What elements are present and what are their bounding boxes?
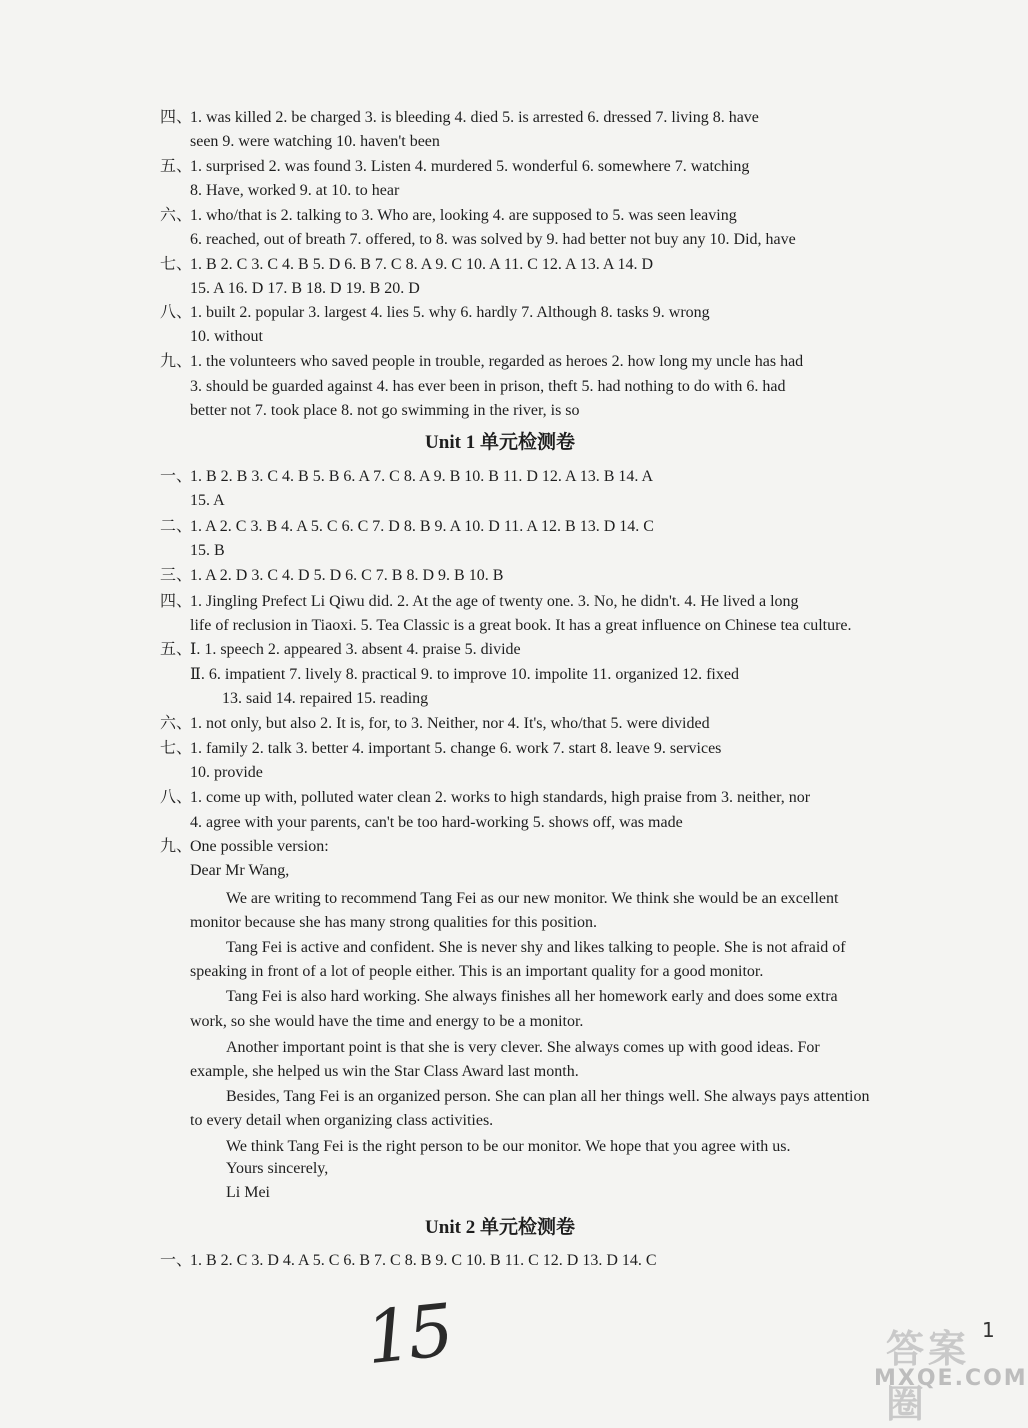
answer-text: 1. who/that is 2. talking to 3. Who are, looking 4. are supposed to 5. was seen leaving [190, 207, 737, 224]
question-label: 九、 [160, 353, 193, 370]
answer-text: 1. Jingling Prefect Li Qiwu did. 2. At the age of twenty one. 3. No, he didn't. 4. He lived a long [190, 593, 799, 610]
answer-text: 1. family 2. talk 3. better 4. important 5. change 6. work 7. start 8. leave 9. services [190, 740, 722, 757]
answer-text: 1. B 2. C 3. C 4. B 5. D 6. B 7. C 8. A 9. C 10. A 11. C 12. A 13. A 14. D [190, 256, 654, 273]
essay-text: monitor because she has many strong qualities for this position. [190, 914, 598, 931]
essay-text: Tang Fei is also hard working. She always finishes all her homework early and does some extra [226, 988, 838, 1005]
unit2-title: Unit 2 单元检测卷 [425, 1217, 575, 1238]
question-label: 一、 [160, 1252, 193, 1269]
essay-text: work, so she would have the time and energy to be a monitor. [190, 1013, 584, 1030]
question-label: 八、 [160, 304, 193, 321]
answer-text: 10. provide [190, 764, 263, 781]
essay-closing: Yours sincerely, [226, 1160, 329, 1177]
answer-text: 1. built 2. popular 3. largest 4. lies 5. why 6. hardly 7. Although 8. tasks 9. wrong [190, 304, 710, 321]
essay-intro: One possible version: [190, 838, 329, 855]
answer-text: better not 7. took place 8. not go swimming in the river, is so [190, 402, 580, 419]
answer-text: 1. B 2. C 3. D 4. A 5. C 6. B 7. C 8. B 9. C 10. B 11. C 12. D 13. D 14. C [190, 1252, 657, 1269]
answer-text: 1. surprised 2. was found 3. Listen 4. murdered 5. wonderful 6. somewhere 7. watching [190, 158, 750, 175]
answer-text: 15. A [190, 492, 225, 509]
answer-text: 4. agree with your parents, can't be too hard-working 5. shows off, was made [190, 814, 683, 831]
answer-text: 1. come up with, polluted water clean 2. works to high standards, high praise from 3. neither, nor [190, 789, 811, 806]
question-label: 三、 [160, 567, 193, 584]
corner-page-number: 1 [982, 1318, 995, 1342]
question-label: 四、 [160, 109, 193, 126]
question-label: 五、 [160, 158, 193, 175]
answer-text: 1. A 2. C 3. B 4. A 5. C 6. C 7. D 8. B 9. A 10. D 11. A 12. B 13. D 14. C [190, 518, 654, 535]
question-label: 八、 [160, 789, 193, 806]
answer-text: seen 9. were watching 10. haven't been [190, 133, 440, 150]
answer-text: 13. said 14. repaired 15. reading [222, 690, 429, 707]
answer-text: 1. not only, but also 2. It is, for, to 3. Neither, nor 4. It's, who/that 5. were divided [190, 715, 710, 732]
essay-text: Another important point is that she is very clever. She always comes up with good ideas. For [226, 1039, 820, 1056]
watermark-logo [866, 1318, 1028, 1426]
answer-text: 8. Have, worked 9. at 10. to hear [190, 182, 400, 199]
essay-text: to every detail when organizing class activities. [190, 1112, 494, 1129]
answer-text: Ⅰ. 1. speech 2. appeared 3. absent 4. praise 5. divide [190, 641, 521, 658]
answer-text: 15. B [190, 542, 225, 559]
answer-text: 1. B 2. B 3. C 4. B 5. B 6. A 7. C 8. A 9. B 10. B 11. D 12. A 13. B 14. A [190, 468, 654, 485]
answer-text: Ⅱ. 6. impatient 7. lively 8. practical 9. to improve 10. impolite 11. organized 12. fixed [190, 666, 739, 683]
answer-text: 1. A 2. D 3. C 4. D 5. D 6. C 7. B 8. D 9. B 10. B [190, 567, 504, 584]
answer-text: 3. should be guarded against 4. has ever been in prison, theft 5. had nothing to do with 6. had [190, 378, 786, 395]
question-label: 二、 [160, 518, 193, 535]
question-label: 七、 [160, 256, 193, 273]
question-label: 六、 [160, 207, 193, 224]
unit1-title: Unit 1 单元检测卷 [425, 432, 575, 453]
answer-text: 6. reached, out of breath 7. offered, to 8. was solved by 9. had better not buy any 10. Did, have [190, 231, 796, 248]
essay-signature: Li Mei [226, 1184, 270, 1201]
answer-text: 15. A 16. D 17. B 18. D 19. B 20. D [190, 280, 420, 297]
answer-text: life of reclusion in Tiaoxi. 5. Tea Classic is a great book. It has a great influence on Chinese tea culture. [190, 617, 852, 634]
question-label: 七、 [160, 740, 193, 757]
essay-salutation: Dear Mr Wang, [190, 862, 290, 879]
question-label: 一、 [160, 468, 193, 485]
essay-text: Besides, Tang Fei is an organized person. She can plan all her things well. She always pays attention [226, 1088, 870, 1105]
handwritten-page-number: 15 [361, 1287, 454, 1381]
answer-text: 10. without [190, 328, 263, 345]
question-label: 九、 [160, 838, 193, 855]
essay-text: speaking in front of a lot of people either. This is an important quality for a good monitor. [190, 963, 764, 980]
answer-text: 1. the volunteers who saved people in trouble, regarded as heroes 2. how long my uncle has had [190, 353, 804, 370]
question-label: 四、 [160, 593, 193, 610]
essay-text: Tang Fei is active and confident. She is never shy and likes talking to people. She is not afraid of [226, 939, 846, 956]
question-label: 六、 [160, 715, 193, 732]
essay-text: We think Tang Fei is the right person to be our monitor. We hope that you agree with us. [226, 1138, 791, 1155]
answer-text: 1. was killed 2. be charged 3. is bleeding 4. died 5. is arrested 6. dressed 7. living 8. have [190, 109, 759, 126]
watermark-text-bottom: MXQE.COM [874, 1366, 1028, 1391]
question-label: 五、 [160, 641, 193, 658]
essay-text: We are writing to recommend Tang Fei as our new monitor. We think she would be an excellent [226, 890, 839, 907]
essay-text: example, she helped us win the Star Class Award last month. [190, 1063, 579, 1080]
watermark-text-top: 答案圈 [886, 1327, 971, 1426]
